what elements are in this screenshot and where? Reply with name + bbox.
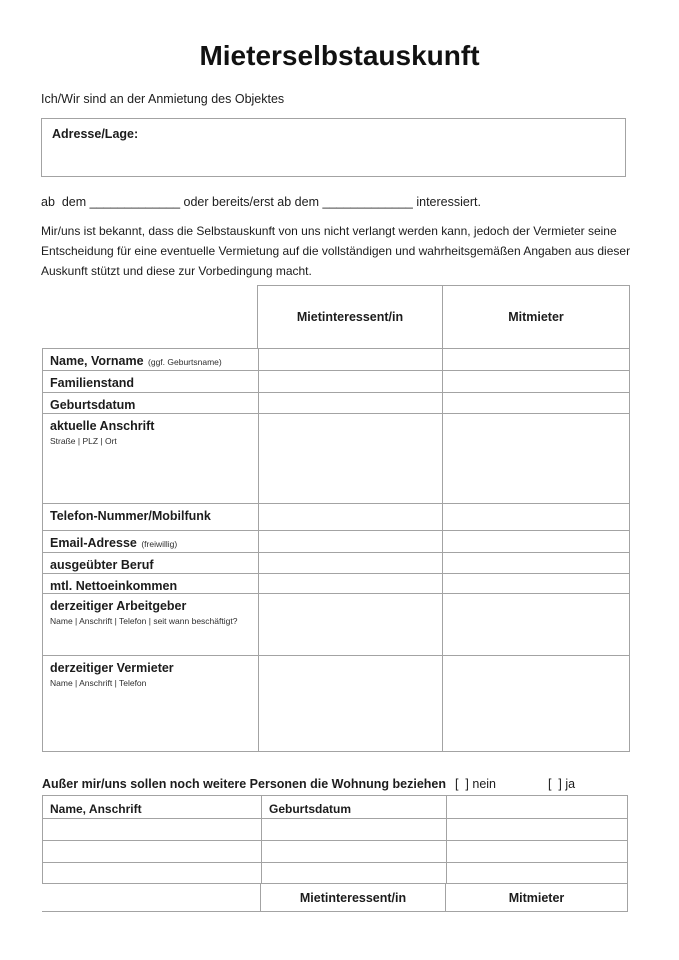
input-cell-mietinteressent bbox=[258, 393, 442, 413]
input-cell-mitmieter bbox=[442, 349, 629, 370]
input-cell bbox=[43, 863, 261, 883]
input-cell-mitmieter bbox=[442, 656, 629, 751]
row-label: Name, Vorname bbox=[50, 354, 144, 368]
date-line-part1: ab dem bbox=[41, 195, 87, 209]
input-cell bbox=[43, 841, 261, 862]
table-row bbox=[43, 656, 629, 751]
column-header-mitmieter: Mitmieter bbox=[442, 286, 629, 348]
header-label: Geburtsdatum bbox=[269, 802, 352, 816]
checkbox-nein: [ ] nein bbox=[455, 777, 496, 791]
column-header-mietinteressent: Mietinteressent/in bbox=[296, 310, 404, 324]
table-row bbox=[43, 841, 627, 863]
input-cell bbox=[446, 863, 627, 883]
row-label: ausgeübter Beruf bbox=[50, 558, 154, 572]
row-label-cell bbox=[43, 656, 258, 751]
row-label: mtl. Nettoeinkommen bbox=[50, 579, 178, 593]
row-label-cell bbox=[43, 371, 258, 392]
input-cell bbox=[261, 841, 446, 862]
row-note: Name | Anschrift | Telefon bbox=[50, 678, 147, 688]
input-cell bbox=[43, 819, 261, 840]
header-cell-geburtsdatum bbox=[261, 796, 446, 818]
table-row bbox=[43, 863, 627, 883]
input-cell-mitmieter bbox=[442, 414, 629, 503]
table-row bbox=[43, 393, 629, 414]
signature-row bbox=[42, 884, 628, 912]
date-blank-2: _____________ bbox=[322, 195, 413, 209]
header-cell-name-anschrift bbox=[43, 796, 261, 818]
additional-persons-table bbox=[42, 795, 628, 912]
date-line-part3: interessiert. bbox=[416, 195, 481, 209]
input-cell bbox=[261, 819, 446, 840]
empty-cell bbox=[446, 796, 627, 818]
row-label-cell bbox=[43, 393, 258, 413]
input-cell-mitmieter bbox=[442, 594, 629, 655]
row-label-cell bbox=[43, 574, 258, 593]
input-cell-mitmieter bbox=[442, 574, 629, 593]
header-label: Name, Anschrift bbox=[50, 802, 142, 816]
date-line bbox=[41, 195, 481, 209]
input-cell-mietinteressent bbox=[258, 656, 442, 751]
table-row bbox=[43, 796, 627, 819]
input-cell-mietinteressent bbox=[258, 504, 442, 530]
row-label: aktuelle Anschrift bbox=[50, 419, 155, 433]
additional-persons-grid bbox=[42, 795, 628, 884]
input-cell bbox=[446, 841, 627, 862]
row-note: (freiwillig) bbox=[141, 539, 178, 549]
table-row bbox=[43, 574, 629, 594]
row-label: Telefon-Nummer/Mobilfunk bbox=[50, 509, 211, 523]
row-label-cell bbox=[43, 504, 258, 530]
input-cell-mitmieter bbox=[442, 504, 629, 530]
disclaimer-line: Auskunft stützt und diese zur Vorbedingung macht. bbox=[41, 264, 312, 278]
input-cell-mietinteressent bbox=[258, 371, 442, 392]
additional-persons-heading bbox=[42, 777, 642, 795]
row-note: Straße | PLZ | Ort bbox=[50, 436, 117, 446]
input-cell-mitmieter bbox=[442, 553, 629, 573]
row-note: (ggf. Geburtsname) bbox=[148, 357, 222, 367]
row-label: derzeitiger Vermieter bbox=[50, 661, 174, 675]
row-label-cell bbox=[43, 531, 258, 552]
input-cell-mietinteressent bbox=[258, 414, 442, 503]
row-note: Name | Anschrift | Telefon | seit wann beschäftigt? bbox=[50, 616, 238, 626]
additional-persons-label: Außer mir/uns sollen noch weitere Personen die Wohnung beziehen bbox=[42, 777, 446, 791]
applicant-table-header bbox=[257, 285, 630, 348]
input-cell-mitmieter bbox=[442, 371, 629, 392]
input-cell bbox=[261, 863, 446, 883]
date-line-part2: oder bereits/erst ab dem bbox=[183, 195, 320, 209]
input-cell-mietinteressent bbox=[258, 574, 442, 593]
input-cell-mietinteressent bbox=[258, 553, 442, 573]
row-label: Geburtsdatum bbox=[50, 398, 136, 412]
row-label-cell bbox=[43, 414, 258, 503]
page-title: Mieterselbstauskunft bbox=[199, 40, 480, 71]
row-label-cell bbox=[43, 594, 258, 655]
table-row bbox=[43, 349, 629, 371]
table-row bbox=[43, 504, 629, 531]
table-row bbox=[43, 531, 629, 553]
checkbox-ja: [ ] ja bbox=[548, 777, 576, 791]
table-row bbox=[43, 414, 629, 504]
applicant-table bbox=[42, 285, 630, 752]
row-label-cell bbox=[43, 553, 258, 573]
input-cell bbox=[446, 819, 627, 840]
input-cell-mietinteressent bbox=[258, 349, 442, 370]
disclaimer-paragraph bbox=[41, 221, 633, 281]
table-row bbox=[43, 819, 627, 841]
date-blank-1: _____________ bbox=[89, 195, 181, 209]
signature-header-mietinteressent: Mietinteressent/in bbox=[260, 884, 445, 911]
row-label-cell bbox=[43, 349, 258, 370]
disclaimer-line: Entscheidung für eine eventuelle Vermietung auf die vollständigen und wahrheitsgemäßen Angaben aus dieser bbox=[41, 244, 631, 258]
row-label: derzeitiger Arbeitgeber bbox=[50, 599, 187, 613]
signature-header-mitmieter: Mitmieter bbox=[445, 884, 627, 911]
row-label: Email-Adresse bbox=[50, 536, 137, 550]
signature-spacer bbox=[42, 884, 260, 911]
input-cell-mietinteressent bbox=[258, 531, 442, 552]
input-cell-mietinteressent bbox=[258, 594, 442, 655]
table-row bbox=[43, 553, 629, 574]
row-label: Familienstand bbox=[50, 376, 135, 390]
intro-text: Ich/Wir sind an der Anmietung des Objektes bbox=[41, 92, 285, 106]
disclaimer-line: Mir/uns ist bekannt, dass die Selbstauskunft von uns nicht verlangt werden kann, jedoch der Vermieter seine bbox=[41, 224, 617, 238]
address-label: Adresse/Lage: bbox=[52, 127, 139, 141]
applicant-table-body bbox=[42, 348, 630, 752]
table-row bbox=[43, 594, 629, 656]
table-row bbox=[43, 371, 629, 393]
address-box bbox=[41, 118, 626, 177]
input-cell-mitmieter bbox=[442, 531, 629, 552]
input-cell-mitmieter bbox=[442, 393, 629, 413]
